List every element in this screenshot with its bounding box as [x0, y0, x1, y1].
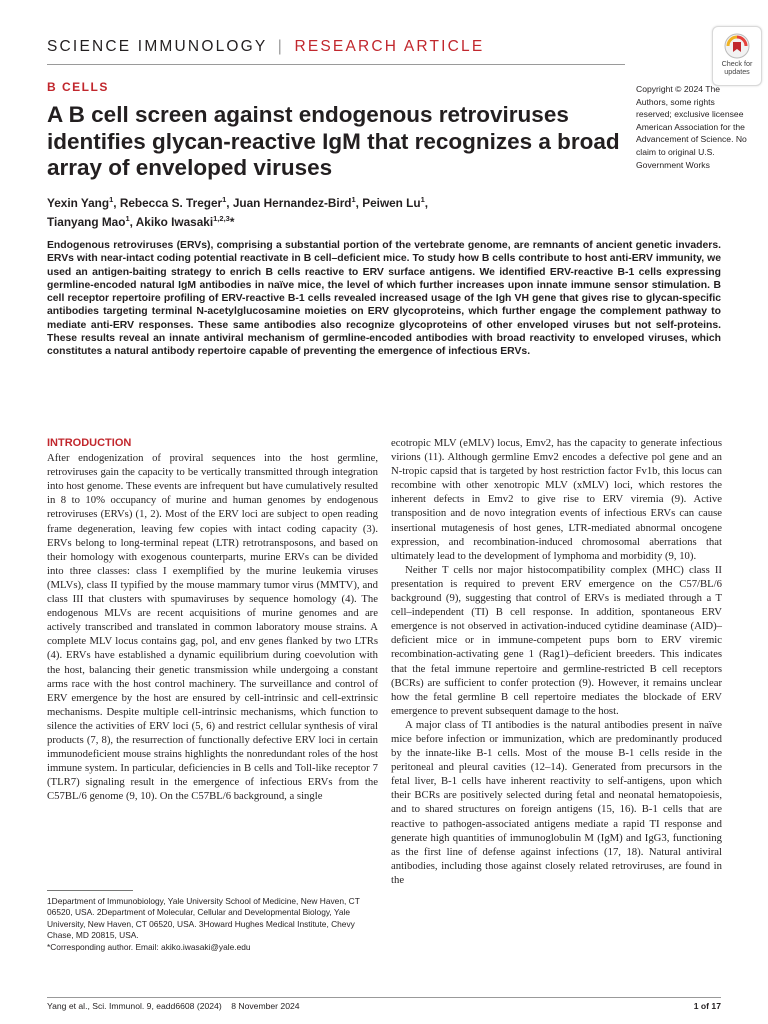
check-updates-icon: [724, 33, 750, 59]
masthead-separator: |: [277, 38, 284, 55]
footer-rule: [47, 997, 721, 998]
section-heading: INTRODUCTION: [47, 437, 132, 449]
article-title: A B cell screen against endogenous retroviruses identifies glycan-reactive IgM that recognizes a broad array of enveloped viruses: [47, 102, 620, 180]
footnote-rule: [47, 890, 133, 891]
paragraph: A major class of TI antibodies is the natural antibodies present in naïve mice before infection or immunization, which are predominantly produced by the innate-like B-1 cells. Most of the mouse B-1 cells reside in the peritoneal and pleural cavities (12–14). Generated from precursors in the fetal liver, B-1 cells have inherent reactivity to self-antigens, upon which their BCRs are positively selected during fetal and neonatal hematopoiesis, and to shared structures on foreign antigens (15, 16). B-1 cells that are reactive to pathogen-associated antigens mediate a rapid TI response and generate high quantities of immunoglobulin M (IgM) and IgG3, functioning as the first line of defense against infections (17, 18). Natural antiviral antibodies, including those against closely related retroviruses, are found in the: [391, 718, 722, 886]
author[interactable]: Rebecca S. Treger$^1$: [119, 195, 227, 210]
section-label: B CELLS: [47, 80, 109, 94]
author[interactable]: Peiwen Lu$^1$: [362, 195, 425, 210]
journal-name: SCIENCE IMMUNOLOGY: [47, 38, 268, 55]
page-number: 1 of 17: [693, 1001, 721, 1011]
body-column-left: [47, 436, 378, 803]
check-updates-label: Check for updates: [721, 59, 753, 76]
author[interactable]: Akiko Iwasaki$^{1,2,3}$*: [135, 213, 235, 229]
corresponding-author-footnote: *Corresponding author. Email: akiko.iwasaki@yale.edu: [47, 941, 251, 952]
copyright-notice: Copyright © 2024 The Authors, some rights reserved; exclusive licensee American Association for the Advancement of Science. No claim to original U.S. Government Works: [636, 84, 747, 170]
author[interactable]: Tianyang Mao$^1$: [47, 213, 130, 229]
body-column-right: [391, 436, 722, 887]
paragraph: Neither T cells nor major histocompatibility complex (MHC) class II presentation is required to prevent ERV emergence on the C57/BL/6 background (9), suggesting that control of ERVs is mediated through a T cell–independent (TI) B cell response. In addition, spontaneous ERV emergence is not observed in activation-induced cytidine deaminase (AID)–deficient mice or in immune-competent pups born to ERV viremic recombination-activating gene 1 (Rag1)–deficient breeders. This indicates that the fetal immune repertoire and germline-restricted B cell receptors (BCRs) are sufficient to confer protection (9). However, it remains unclear how the fetal germline B cell repertoire mediates the blockade of ERV emergence to prevent subsequent damage to the host.: [391, 563, 722, 717]
footnotes: [47, 896, 378, 953]
masthead-rule: [47, 64, 625, 65]
footer-citation: Yang et al., Sci. Immunol. 9, eadd6608 (2024) 8 November 2024: [47, 1001, 300, 1011]
paragraph: ecotropic MLV (eMLV) locus, Emv2, has the capacity to generate infectious virions (11). Although germline Emv2 encodes a defective pol gene and an N-tropic capsid that is targeted by host restriction factor Fv1b, this locus can recombine with other xenotropic MLV (xMLV) loci, which restores the inherent defects in Emv2 to give rise to ERV viremia (9). Active transposition and de novo integration events of infectious ERVs can cause insertional mutagenesis of host genes, LTR-mediated abnormal oncogene expression, and recombination-induced chromosomal aberrations that ultimately lead to the development of lymphoma and morbidity (9, 10).: [391, 437, 722, 562]
author[interactable]: Juan Hernandez-Bird$^1$: [232, 195, 356, 210]
paragraph: After endogenization of proviral sequences into the host germline, retroviruses gain the capacity to be vertically transmitted through integration into host genome. These events are infrequent but have cumulatively resulted in 8 to 10% occupancy of murine and human genomes by endogenous retroviruses (ERVs) (1, 2). Most of the ERV loci are subject to open reading frame degeneration, leaving few copies with intact coding capacity (3). ERVs belong to long-terminal repeat (LTR) retrotransposons, and based on their homology with exogenous counterparts, murine ERVs can be divided into three classes: class I exemplified by the murine leukemia viruses (MLVs), class II typified by the mouse mammary tumor virus (MMTV), and class III that clusters with spumaviruses by sequence homology (4). The endogenous MLVs are recent acquisitions of murine genomes and are actively transcribed and translated in common laboratory mouse strains. A complete MLV locus contains gag, pol, and env genes flanked by two LTRs (4). ERVs have established a dynamic equilibrium during coevolution with the host, balancing their genetic transmission while undergoing a constant arms race with the host control machinery. The surveillance and control of ERV emergence by the host are ensured by cell-intrinsic and cell-extrinsic mechanisms. Despite multiple cell-intrinsic mechanisms, which function to silence the activities of ERV loci (5, 6) and restrict cellular synthesis of viral products (7, 8), the resurrection of functionally defective ERV loci in certain immunodeficient mouse strains highlights the nonredundant roles of the host immune system. In particular, deficiencies in B cells and Toll-like receptor 7 (TLR7) signaling result in the emergence of infectious ERVs from the C57BL/6 genome (9, 10). On the C57BL/6 background, a single: [47, 452, 378, 803]
check-for-updates-badge[interactable]: [712, 26, 762, 86]
author[interactable]: Yexin Yang$^1$: [47, 195, 114, 210]
affiliations-footnote: 1Department of Immunobiology, Yale University School of Medicine, New Haven, CT 06520, USA. 2Department of Molecular, Cellular and Developmental Biology, Yale University, New Haven, CT 06520, USA. 3Howard Hughes Medical Institute, Chevy Chase, MD 20815, USA.: [47, 896, 360, 941]
author-list: Yexin Yang$^1$, Rebecca S. Treger$^1$, Juan Hernandez-Bird$^1$, Peiwen Lu$^1$, Tianyang Mao$^1$, Akiko Iwasaki$^{1,2,3}$*: [47, 195, 429, 229]
article-type: RESEARCH ARTICLE: [294, 38, 485, 55]
journal-masthead: [47, 38, 484, 56]
abstract: Endogenous retroviruses (ERVs), comprising a substantial portion of the vertebrate genome, are remnants of ancient genetic invaders. ERVs with near-intact coding potential reactivate in B cell–deficient mice. To study how B cells contribute to host anti-ERV immunity, we used an antigen-baiting strategy to enrich B cells reactive to ERV surface antigens. We identified ERV-reactive B-1 cells expressing germline-encoded natural IgM antibodies in naïve mice, the level of which further increases upon innate immune sensor stimulation. B cell receptor repertoire profiling of ERV-reactive B-1 cells revealed increased usage of the Igh VH gene that gives rise to glycan-specific antibodies targeting terminal N-acetylglucosamine moieties on ERV glycoproteins, which further engage the complement pathway to mediate anti-ERV responses. These same antibodies also recognize glycoproteins of other enveloped viruses but not self-proteins. These results reveal an innate antiviral mechanism of germline-encoded antibodies with broad reactivity to enveloped viruses, which constitutes a natural antibody repertoire capable of preventing the emergence of infectious ERVs.: [47, 240, 721, 358]
